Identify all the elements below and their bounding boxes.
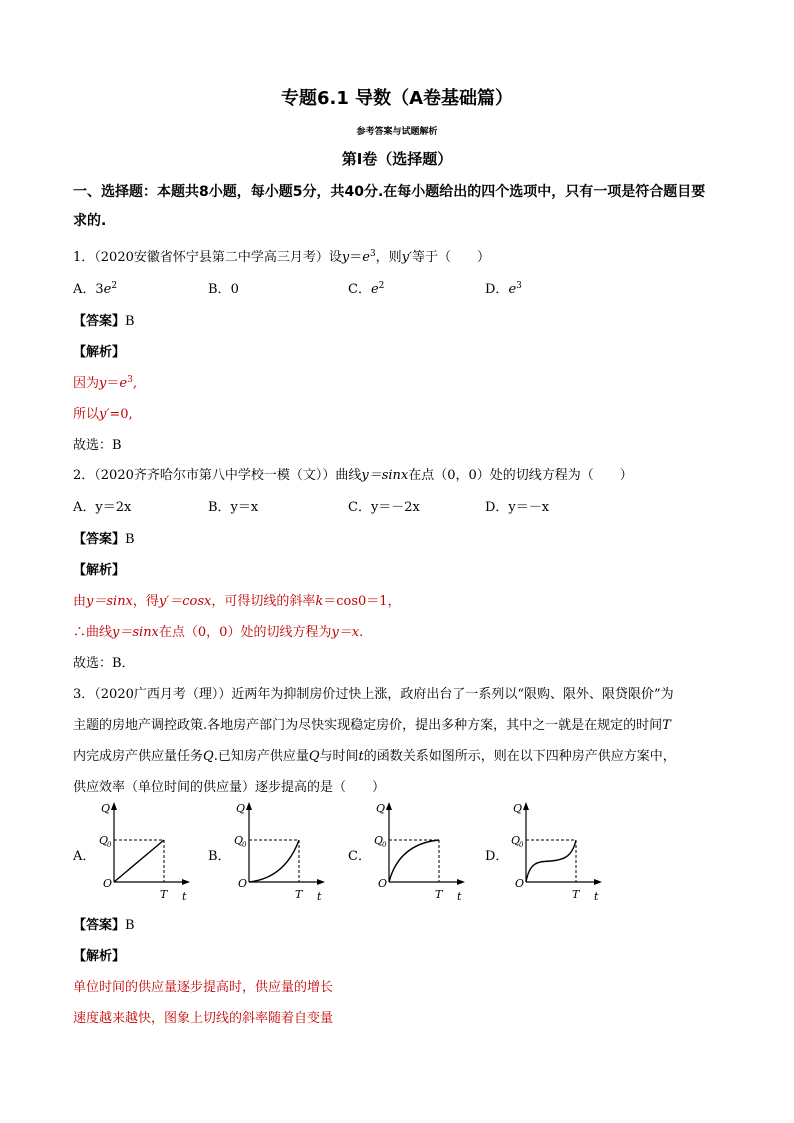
q2-analysis-conclusion: 故选：B．	[73, 656, 135, 671]
q3-graph-c-o-label: O	[378, 877, 388, 890]
q3-graph-c-x-arrow	[457, 879, 465, 885]
q3-graph-a-y-arrow	[111, 802, 117, 810]
q2-analysis-line-2: ∴曲线y＝sinx在点（0，0）处的切线方程为y＝x.	[73, 625, 364, 640]
q3-graph-b-x-arrow	[317, 879, 325, 885]
q3-graph-a	[98, 800, 194, 904]
q3-graph-a-q0-sub: 0	[107, 841, 112, 849]
q1-analysis-conclusion: 故选：B	[73, 438, 122, 453]
q2-option-a: A．y＝2x	[73, 500, 132, 515]
q3-graph-d-q0-label: Q	[511, 834, 521, 847]
q3-stem-line-1: 3．（2020广西月考（理））近两年为抑制房价过快上涨，政府出台了一系列以“限购、限外、限贷限价”为	[73, 687, 674, 702]
q3-option-d-label: D．	[485, 849, 509, 864]
instructions-line-2: 求的.	[73, 213, 107, 229]
q1-stem: 1．（2020安徽省怀宁县第二中学高三月考）设$y=e^3$，则y′等于（ ）	[73, 249, 490, 265]
q3-graph-d	[510, 800, 606, 904]
q3-graph-d-q0-sub: 0	[519, 841, 524, 849]
q3-graph-a-q0-label: Q	[99, 834, 109, 847]
q2-option-b: B．y＝x	[208, 500, 259, 515]
q1-analysis-line-1: 因为$y=e^3$,	[73, 375, 137, 391]
q3-graph-d-x-arrow	[594, 879, 602, 885]
q3-graph-d-o-label: O	[515, 877, 525, 890]
q3-graph-a-t-cap-label: T	[160, 888, 168, 901]
q3-graph-b-q0-sub: 0	[242, 841, 247, 849]
section-heading: 第Ⅰ卷（选择题）	[341, 150, 453, 168]
q3-option-c-label: C．	[348, 849, 371, 864]
q3-graph-a-o-label: O	[103, 877, 113, 890]
q1-analysis-line-2: 所以y′=0,	[73, 407, 133, 422]
page-subtitle: 参考答案与试题解析	[356, 127, 438, 137]
q3-graph-b-o-label: O	[238, 877, 248, 890]
q3-graph-d-y-arrow	[523, 802, 529, 810]
q3-graph-a-curve	[114, 840, 164, 882]
q3-graph-d-t-cap-label: T	[572, 888, 580, 901]
q2-option-c: C．y＝－2x	[348, 500, 420, 515]
q3-graph-a-x-arrow	[182, 879, 190, 885]
q3-graph-c-y-arrow	[386, 802, 392, 810]
page-title: 专题6.1 导数（A卷基础篇）	[280, 88, 514, 109]
q3-analysis-line-1: 单位时间的供应量逐步提高时，供应量的增长	[73, 980, 334, 995]
q1-option-a: A．$3e^2$	[73, 281, 118, 297]
q3-stem-line-2: 主题的房地产调控政策.各地房产部门为尽快实现稳定房价，提出多种方案，其中之一就是在规定的时间T	[73, 718, 671, 733]
q3-graph-b-curve	[249, 840, 299, 882]
q1-option-d: D．$e^3$	[485, 281, 522, 297]
q1-option-c: C．$e^2$	[348, 281, 385, 297]
q3-stem-line-4: 供应效率（单位时间的供应量）逐步提高的是（ ）	[73, 780, 386, 795]
q3-graph-c-q0-sub: 0	[382, 841, 387, 849]
q3-analysis-line-2: 速度越来越快，图象上切线的斜率随着自变量	[73, 1011, 334, 1026]
q3-option-a-label: A．	[73, 849, 96, 864]
q3-graph-b-t-cap-label: T	[295, 888, 303, 901]
q2-stem: 2．（2020齐齐哈尔市第八中学校一模（文））曲线y＝sinx在点（0，0）处的切线方程为（ ）	[73, 468, 633, 483]
q2-analysis-line-1: 由y＝sinx，得y′＝cosx，可得切线的斜率k＝cos0＝1，	[73, 594, 401, 609]
q1-answer: 【答案】B	[73, 314, 135, 329]
q2-analysis-label: 【解析】	[73, 563, 126, 578]
q3-stem-line-3: 内完成房产供应量任务Q.已知房产供应量Q与时间t的函数关系如图所示，则在以下四种房产供应方案中，	[73, 749, 676, 764]
q3-graph-d-q-label: Q	[513, 802, 523, 815]
q2-option-d: D．y＝－x	[485, 500, 550, 515]
q3-graph-c-curve	[389, 840, 439, 882]
q3-graph-b-t-label: t	[317, 890, 322, 903]
q3-answer: 【答案】B	[73, 918, 135, 933]
q3-analysis-label: 【解析】	[73, 949, 126, 964]
q3-graph-b-y-arrow	[246, 802, 252, 810]
q1-analysis-label: 【解析】	[73, 345, 126, 360]
q3-graph-b-q0-label: Q	[234, 834, 244, 847]
instructions-line-1: 一、选择题：本题共8小题，每小题5分，共40分.在每小题给出的四个选项中，只有一项是符合题目要	[73, 184, 706, 200]
q3-graph-a-t-label: t	[182, 890, 187, 903]
q3-graph-c-t-cap-label: T	[435, 888, 443, 901]
q1-option-b: B．0	[208, 282, 239, 297]
q3-graph-d-t-label: t	[594, 890, 599, 903]
q2-answer: 【答案】B	[73, 532, 135, 547]
q3-graph-b	[233, 800, 329, 904]
q3-graph-c-q0-label: Q	[374, 834, 384, 847]
q3-graph-b-q-label: Q	[236, 802, 246, 815]
q3-graph-c-q-label: Q	[376, 802, 386, 815]
q3-graph-c-t-label: t	[457, 890, 462, 903]
q3-graph-c	[373, 800, 469, 904]
q3-graph-d-curve	[526, 840, 576, 882]
q3-option-b-label: B．	[208, 849, 231, 864]
q3-graph-a-q-label: Q	[101, 802, 111, 815]
